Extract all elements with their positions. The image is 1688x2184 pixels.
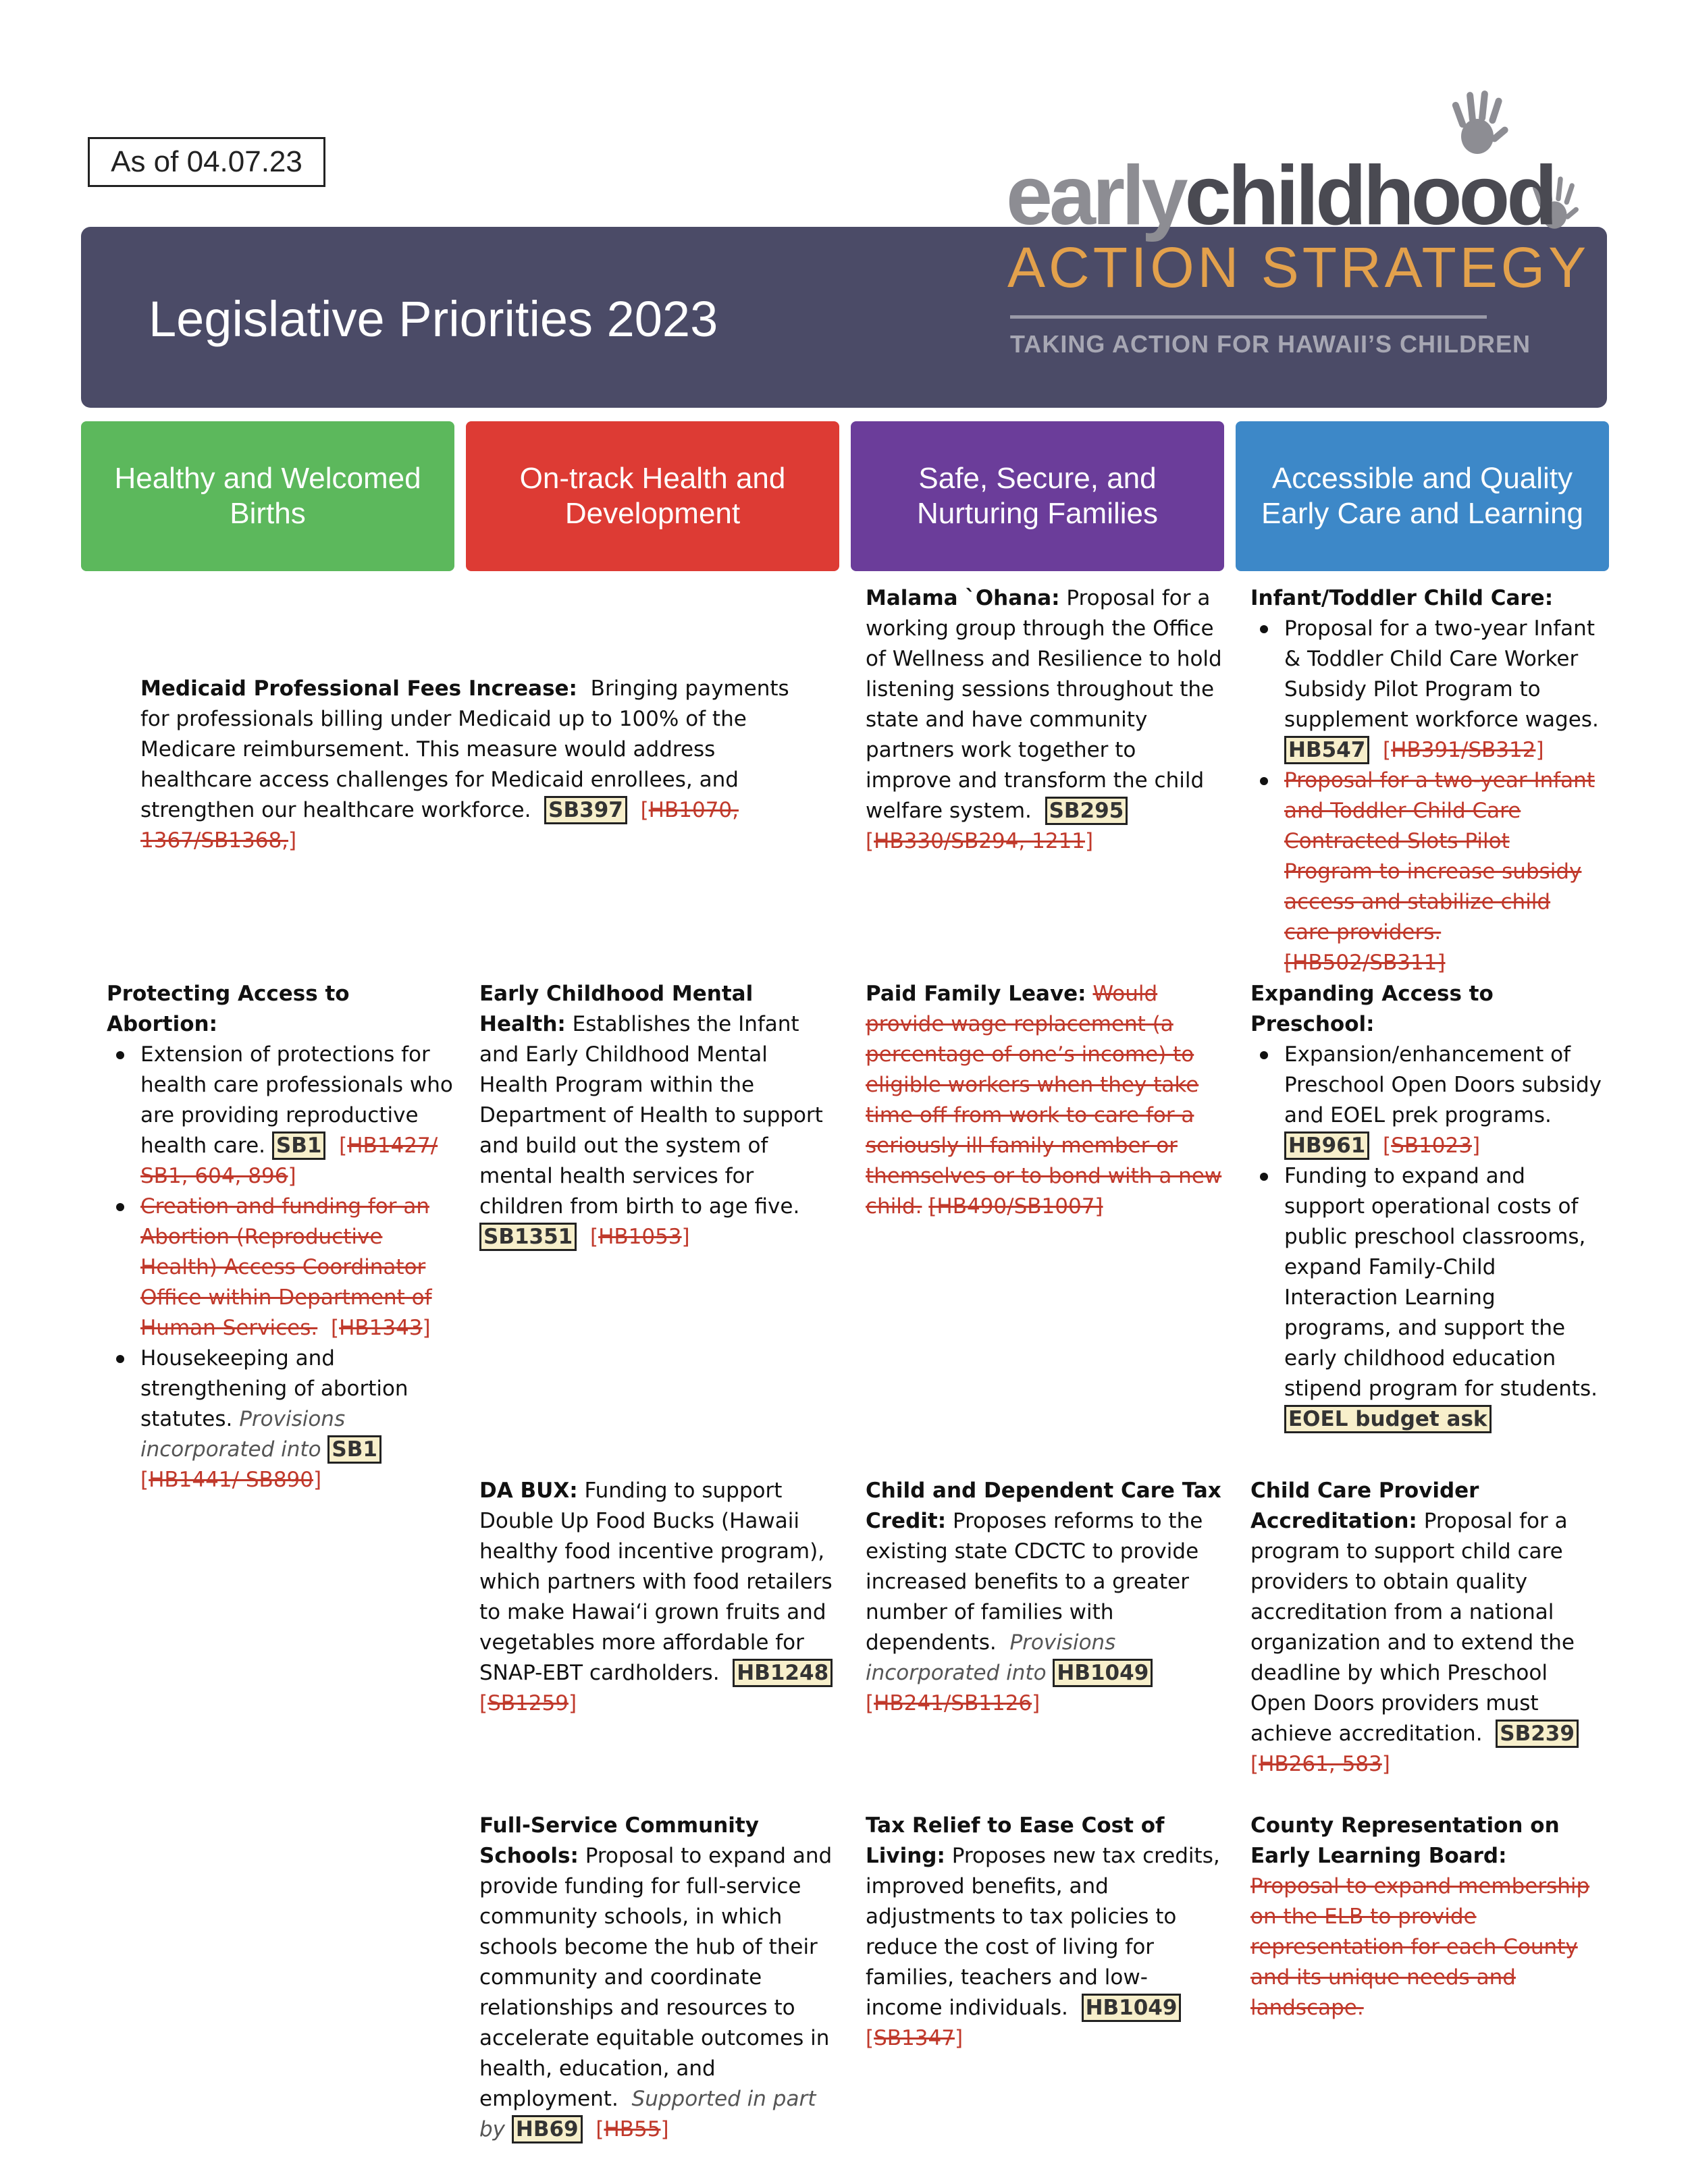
item-title: DA BUX: [479, 1479, 578, 1503]
list-item: Housekeeping and strengthening of abortion statutes. Provisions incorporated into SB1 [HB1441/ SB890] [107, 1343, 458, 1495]
item-paid-family-leave [866, 979, 1223, 1222]
as-of-date: As of 04.07.23 [88, 137, 325, 187]
item-da-bux: DA BUX: Funding to support Double Up Food Bucks (Hawaii healthy food incentive program), which partners with food retailers to make Hawaiʻi grown fruits and vegetables more affordable for SNAP-EBT cardholders. HB1248 [SB1259] [479, 1479, 833, 1715]
item-text: Bringing payments for professionals billing under Medicaid up to 100% of the Medicare reimbursement. This measure would address healthcare access challenges for Medicaid enrollees, and strengthen our healthcare workforce. [140, 676, 789, 822]
old-bills: HB1441/ SB890 [149, 1468, 313, 1492]
old-bills: SB1023 [1391, 1134, 1472, 1158]
header-safe-families: Safe, Secure, and Nurturing Families [851, 421, 1224, 571]
item-community-schools: Full-Service Community Schools: Proposal to expand and provide funding for full-service community schools, in which schools become the hub of their community and coordinate relationships and resources to accelerate equitable outcomes in health, education, and employment. Supported in part by HB69 [HB55] [479, 1811, 837, 2145]
bill-tag: HB547 [1284, 736, 1369, 764]
item-medicaid-fees: Medicaid Professional Fees Increase: Bringing payments for professionals billing under Medicaid up to 100% of the Medicare reimbursement. This measure would address healthcare access challenges for Medicaid enrollees, and strengthen our healthcare workforce. SB397 [HB1070, 1367/SB1368,] [140, 676, 789, 853]
item-preschool-access [1250, 979, 1602, 1435]
header-healthy-births: Healthy and Welcomed Births [81, 421, 454, 571]
item-title: Paid Family Leave: [866, 982, 1086, 1006]
item-dependent-care-credit: Child and Dependent Care Tax Credit: Proposes reforms to the existing state CDCTC to provide increased benefits to a greater number of families with dependents. Provisions incorporated into HB1049 [HB241/SB1126] [866, 1479, 1221, 1715]
item-text-struck: Would provide wage replacement (a percentage of one’s income) to eligible workers when they take time off from work to care for a seriously ill family member or themselves or to bond with a new child. [866, 982, 1222, 1219]
logo-tagline: TAKING ACTION FOR HAWAII’S CHILDREN [1010, 330, 1531, 358]
item-title: Tax Relief to Ease Cost of Living: [866, 1813, 1165, 1868]
item-title: Medicaid Professional Fees Increase: [140, 676, 577, 701]
item-provider-accreditation: Child Care Provider Accreditation: Proposal for a program to support child care providers to obtain quality accreditation from a national organization and to extend the deadline by which Preschool Open Doors providers must achieve accreditation. SB239 [HB261, 583] [1250, 1476, 1602, 1780]
old-bills: HB241/SB1126 [874, 1691, 1032, 1715]
old-bills: SB1347 [874, 2026, 955, 2050]
item-abortion-access [107, 979, 458, 1495]
list-item: Expansion/enhancement of Preschool Open Doors subsidy and EOEL prek programs. HB961 [SB1023] [1250, 1040, 1602, 1161]
old-bills: HB1343 [339, 1316, 423, 1340]
old-bills: SB1259 [487, 1691, 569, 1715]
bill-tag: HB1049 [1082, 1994, 1182, 2022]
old-bills: HB261, 583 [1259, 1752, 1382, 1776]
item-title: Child and Dependent Care Tax Credit: [866, 1479, 1221, 1533]
item-tax-relief: Tax Relief to Ease Cost of Living: Proposes new tax credits, improved benefits, and adjustments to tax policies to reduce the cost of living for families, teachers and low-income individuals. HB1049 [SB1347] [866, 1813, 1220, 2050]
header-on-track-health: On-track Health and Development [466, 421, 839, 571]
item-title: Infant/Toddler Child Care: [1250, 586, 1554, 610]
item-malama-ohana: Malama `Ohana: Proposal for a working group through the Office of Wellness and Resilience to hold listening sessions throughout the state and have community partners work together to improve and transform the child welfare system. SB295 [HB330/SB294, 1211] [866, 586, 1222, 853]
old-bills: HB391/SB312 [1391, 738, 1536, 762]
item-text: Establishes the Infant and Early Childhood Mental Health Program within the Department of Health to support and build out the system of mental health services for children from birth to age five. [479, 1012, 823, 1219]
page-title: Legislative Priorities 2023 [149, 291, 718, 347]
item-text: Proposes new tax credits, improved benefits, and adjustments to tax policies to reduce the cost of living for families, teachers and low-income individuals. [866, 1844, 1220, 2020]
item-title: Child Care Provider Accreditation: [1250, 1479, 1479, 1533]
list-item: Funding to expand and support operational costs of public preschool classrooms, expand Family-Child Interaction Learning programs, and support the early childhood education stipend program for students. EOEL budget ask [1250, 1161, 1602, 1435]
list-item-struck: Proposal for a two-year Infant and Toddler Child Care Contracted Slots Pilot Program to increase subsidy access and stabilize child care providers. [HB502/SB311] [1250, 766, 1602, 978]
old-bills: HB1053 [598, 1225, 682, 1249]
list-item: Creation and funding for an Abortion (Reproductive Health) Access Coordinator Office within Department of Human Services. [HB1343] [107, 1192, 458, 1343]
item-title: Protecting Access to Abortion: [107, 982, 350, 1036]
logo-childhood: childhood [1184, 149, 1554, 242]
list-item: Extension of protections for health care professionals who are providing reproductive health care. SB1 [HB1427/ SB1, 604, 896] [107, 1040, 458, 1192]
item-text-struck: Proposal to expand membership on the ELB to provide representation for each County and its unique needs and landscape. [1250, 1874, 1590, 2020]
old-bills: HB55 [604, 2117, 661, 2141]
logo-action-strategy: ACTION STRATEGY [1007, 236, 1590, 299]
old-bills: HB1427/ SB1, 604, 896 [140, 1134, 438, 1188]
bill-tag: HB1049 [1053, 1659, 1153, 1687]
item-infant-toddler [1250, 583, 1602, 978]
header-early-care: Accessible and Quality Early Care and Learning [1236, 421, 1609, 571]
list-item: Proposal for a two-year Infant & Toddler Child Care Worker Subsidy Pilot Program to supplement workforce wages. HB547 [HB391/SB312] [1250, 614, 1602, 766]
item-title: Expanding Access to Preschool: [1250, 982, 1494, 1036]
item-text: Proposal for a working group through the Office of Wellness and Resilience to hold listening sessions throughout the state and have community partners work together to improve and transform the child welfare system. [866, 586, 1222, 823]
item-county-representation [1250, 1811, 1602, 2023]
bill-tag: HB1248 [733, 1659, 833, 1687]
bill-tag: EOEL budget ask [1284, 1405, 1492, 1433]
item-title: County Representation on Early Learning Board: [1250, 1813, 1560, 1868]
bill-tag: HB961 [1284, 1131, 1369, 1160]
old-bills: HB1070, 1367/SB1368, [140, 798, 739, 853]
item-title: Malama `Ohana: [866, 586, 1060, 610]
bill-tag: SB1 [327, 1435, 381, 1464]
item-text: Proposal for a program to support child care providers to obtain quality accreditation from a national organization and to extend the deadline by which Preschool Open Doors providers must achieve accreditation. [1250, 1509, 1575, 1746]
bill-tag: SB1351 [479, 1223, 577, 1251]
item-text: Proposes reforms to the existing state CDCTC to provide increased benefits to a greater number of families with dependents. [866, 1509, 1203, 1655]
item-title: Early Childhood Mental Health: [479, 982, 754, 1036]
logo-wordmark [1006, 149, 1554, 242]
bill-tag: HB69 [512, 2115, 583, 2143]
logo-divider [1010, 315, 1487, 319]
item-title: Full-Service Community Schools: [479, 1813, 759, 1868]
old-bills: [HB490/SB1007] [928, 1194, 1103, 1219]
logo [1006, 80, 1590, 377]
old-bills: HB330/SB294, 1211 [874, 829, 1086, 853]
bill-tag: SB397 [544, 796, 627, 824]
bill-tag: SB1 [272, 1131, 326, 1160]
item-text: Funding to support Double Up Food Bucks (Hawaii healthy food incentive program), which partners with food retailers to make Hawaiʻi grown fruits and vegetables more affordable for SNAP-EBT cardholders. [479, 1479, 833, 1685]
item-mental-health: Early Childhood Mental Health: Establishes the Infant and Early Childhood Mental Health Program within the Department of Health to support and build out the system of mental health services for children from birth to age five. SB1351 [HB1053] [479, 979, 837, 1252]
logo-early: early [1006, 149, 1185, 242]
bill-tag: SB295 [1045, 797, 1128, 825]
bill-tag: SB239 [1496, 1720, 1579, 1748]
item-text: Proposal to expand and provide funding for full-service community schools, in which schools become the hub of their community and coordinate relationships and resources to accelerate equitable outcomes in health, education, and employment. [479, 1844, 833, 2111]
